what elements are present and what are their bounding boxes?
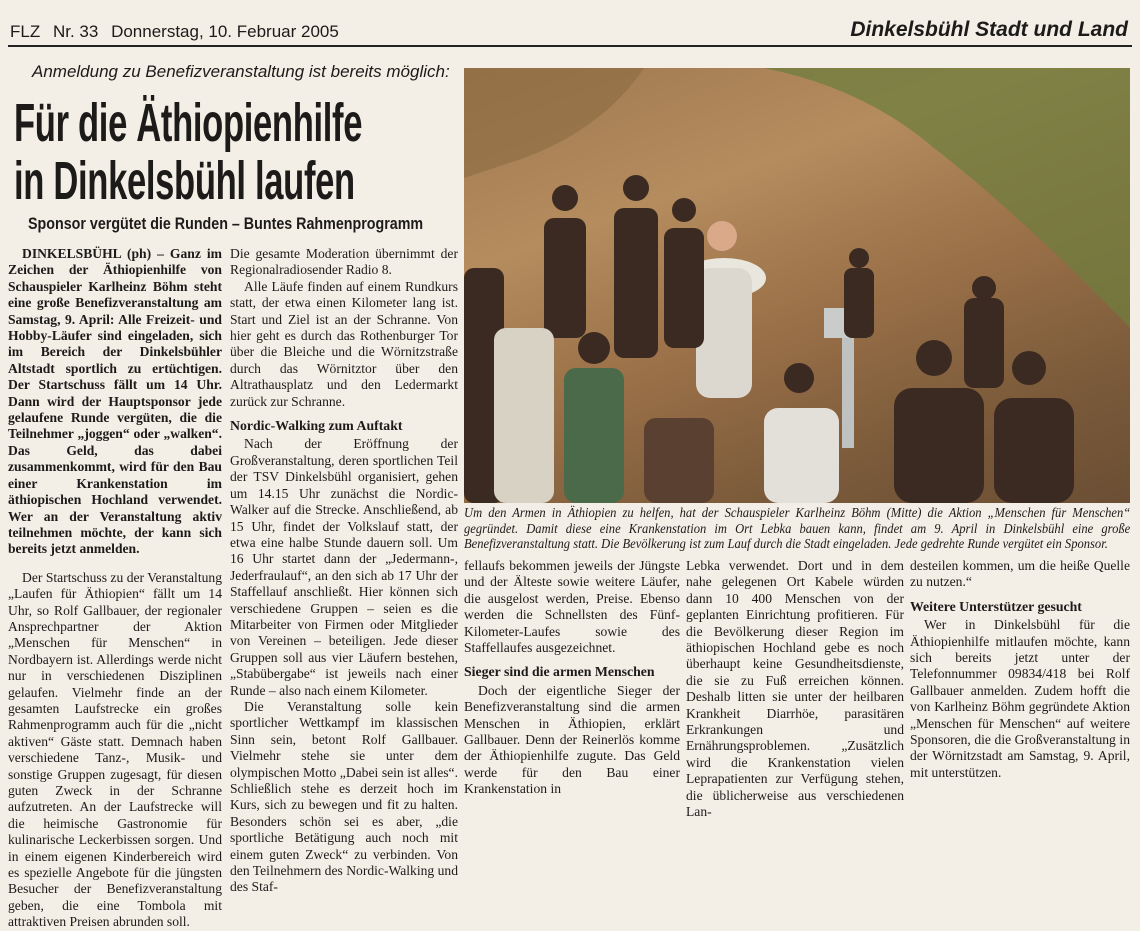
header-rule bbox=[8, 45, 1132, 47]
photo-caption: Um den Armen in Äthiopien zu helfen, hat der Schauspieler Karlheinz Böhm (Mitte) die Aktion „Menschen für Menschen“ gegründet. Damit diese eine Krankenstation im Ort Lebka bauen kann, findet am 9. April in Dinkelsbühl eine große Benefizveranstaltung statt. Die Bevölkerung ist zum Lauf durch die Stadt eingeladen. Jede gedrehte Runde vergütet ein Sponsor. bbox=[464, 505, 1131, 551]
paragraph: Wer in Dinkelsbühl für die Äthiopienhilfe mitlaufen möchte, kann sich bereits jetzt unter der Telefonnummer 09834/418 bei Rolf Gallbauer anmelden. Zudem hofft die von Karlheinz Böhm gegründete Aktion „Menschen für Menschen“ auf weitere Sponsoren, die die Großveranstaltung in der Wörnitzstadt am Samstag, 9. April, mit unterstützen. bbox=[910, 617, 1130, 780]
section-heading: Nordic-Walking zum Auftakt bbox=[230, 418, 403, 434]
section-heading: Weitere Unterstützer gesucht bbox=[910, 598, 1082, 614]
paragraph: desteilen kommen, um die heiße Quelle zu nutzen.“ bbox=[910, 558, 1130, 590]
subheadline: Sponsor vergütet die Runden – Buntes Rahmenprogramm bbox=[28, 214, 424, 233]
section-title: Dinkelsbühl Stadt und Land bbox=[850, 18, 1128, 41]
headline bbox=[14, 94, 362, 210]
paragraph: Nach der Eröffnung der Großveranstaltung, deren sportlichen Teil der TSV Dinkelsbühl organisiert, gehen um 14.15 Uhr zunächst die Nordic-Walker auf die Strecke. Anschließend, ab 15 Uhr, findet der Volkslauf statt, der etwa eine halbe Stunde dauern soll. Um 16 Uhr startet dann der „Jedermann-, Jederfraulauf“, an den sich ab 17 Uhr der Staffellauf anschließt. Hier können sich verschiedene Gruppen – seien es die Mitarbeiter von Firmen oder Mitglieder von Vereinen – beteiligen. Jede dieser Gruppen soll aus vier Läufern bestehen, „Stabübergabe“ ist jeweils nach einer Runde – also nach einem Kilometer. bbox=[230, 436, 458, 698]
column-1 bbox=[8, 246, 222, 931]
issue-number: Nr. 33 bbox=[52, 22, 99, 41]
column-2 bbox=[230, 246, 458, 896]
article-photo bbox=[464, 68, 1130, 503]
column-5 bbox=[910, 558, 1130, 781]
masthead-info bbox=[10, 22, 347, 42]
column-3 bbox=[464, 558, 680, 798]
paragraph: Die Veranstaltung solle kein sportlicher Wettkampf im klassischen Sinn sein, betont Rolf Gallbauer. Vielmehr stehe sie unter dem olympischen Motto „Dabei sein ist alles“. Schließlich stehe es derzeit hoch im Kurs, sich zu bewegen und fit zu halten. Besonders schön sei es aber, „die sportliche Betätigung auch noch mit einem guten Zweck“ zu verbinden. Von den Teilnehmern des Nordic-Walking und des Staf- bbox=[230, 698, 458, 895]
paragraph: Alle Läufe finden auf einem Rundkurs statt, der etwa einen Kilometer lang ist. Start und Ziel ist an der Schranne. Von hier geht es durch das Rothenburger Tor über die Bleiche und die Wörnitzstraße durch das Wörnitztor über den Altrathausplatz und den Ledermarkt zurück zur Schranne. bbox=[230, 278, 458, 409]
paragraph: fellaufs bekommen jeweils der Jüngste und der Älteste sowie weitere Läufer, die ausgelost werden, Preise. Ebenso werden die Schnellsten des Fünf-Kilometer-Laufes sowie des Staffellaufes ausgezeichnet. bbox=[464, 558, 680, 656]
kicker: Anmeldung zu Benefizveranstaltung ist bereits möglich: bbox=[32, 62, 450, 81]
paper-name: FLZ bbox=[10, 22, 41, 41]
column-4 bbox=[686, 558, 904, 821]
headline-line-1: Für die Äthiopienhilfe bbox=[14, 93, 363, 153]
paragraph: Die gesamte Moderation übernimmt der Regionalradiosender Radio 8. bbox=[230, 246, 458, 278]
section-heading: Sieger sind die armen Menschen bbox=[464, 664, 655, 680]
lead-paragraph: DINKELSBÜHL (ph) – Ganz im Zeichen der Äthiopienhilfe von Schauspieler Karlheinz Böhm steht eine große Benefizveranstaltung am Samstag, 9. April: Alle Freizeit- und Hobby-Läufer sind eingeladen, sich im Bereich der Dinkelsbühler Altstadt sportlich zu ertüchtigen. Der Startschuss fällt um 14 Uhr. Dann wird der Hauptsponsor jede gelaufene Runde vergüten, die die Teilnehmer „joggen“ oder „walken“. Das Geld, das dabei zusammenkommt, wird für den Bau einer Krankenstation im äthiopischen Hochland verwendet. Wer an der Veranstaltung aktiv teilnehmen möchte, der kann sich bereits jetzt anmelden. bbox=[8, 246, 222, 557]
headline-line-2: in Dinkelsbühl laufen bbox=[14, 151, 355, 211]
paragraph: Der Startschuss zu der Veranstaltung „Laufen für Äthiopien“ fällt um 14 Uhr, so Rolf Gallbauer, der regionaler Ansprechpartner der Aktion „Menschen für Menschen“ in Nordbayern ist. Allerdings werde nicht nur in verschiedenen Disziplinen gelaufen. Vielmehr finde an der gesamten Laufstrecke ein großes Rahmenprogramm auch für die „nicht aktiven“ Gäste statt. Demnach haben verschiedene Tanz-, Musik- und sonstige Gruppen zugesagt, für diesen guten Zweck in der Schranne aufzutreten. An der Laufstrecke will die heimische Gastronomie für kulinarische Leckerbissen sorgen. Und in einem eigenen Kinderbereich wird es spezielle Angebote für die jüngsten Besucher der Benefizveranstaltung geben, die eine Tombola mit attraktiven Preisen abrunden soll. bbox=[8, 569, 222, 930]
issue-date: Donnerstag, 10. Februar 2005 bbox=[111, 22, 339, 41]
photo-scene bbox=[464, 68, 1130, 503]
paragraph: Lebka verwendet. Dort und in dem nahe gelegenen Ort Kabele würden dann 10 400 Menschen von der geplanten Einrichtung profitieren. Für die Bevölkerung dieser Region im äthiopischen Hochland gebe es noch überhaupt keine Gesundheitsdienste, die sie zu Fuß erreichen können. Deshalb litten sie unter der heilbaren Krankheit Diarrhöe, parasitären Erkrankungen und Ernährungsproblemen. „Zusätzlich wird die Krankenstation vielen Leprapatienten zur Verfügung stehen, die üblicherweise aus verschiedenen Lan- bbox=[686, 558, 904, 820]
paragraph: Doch der eigentliche Sieger der Benefizveranstaltung sind die armen Menschen in Äthiopien, erklärt Gallbauer. Denn der Reinerlös komme der Äthiopienhilfe zugute. Das Geld werde für den Bau einer Krankenstation in bbox=[464, 682, 680, 797]
